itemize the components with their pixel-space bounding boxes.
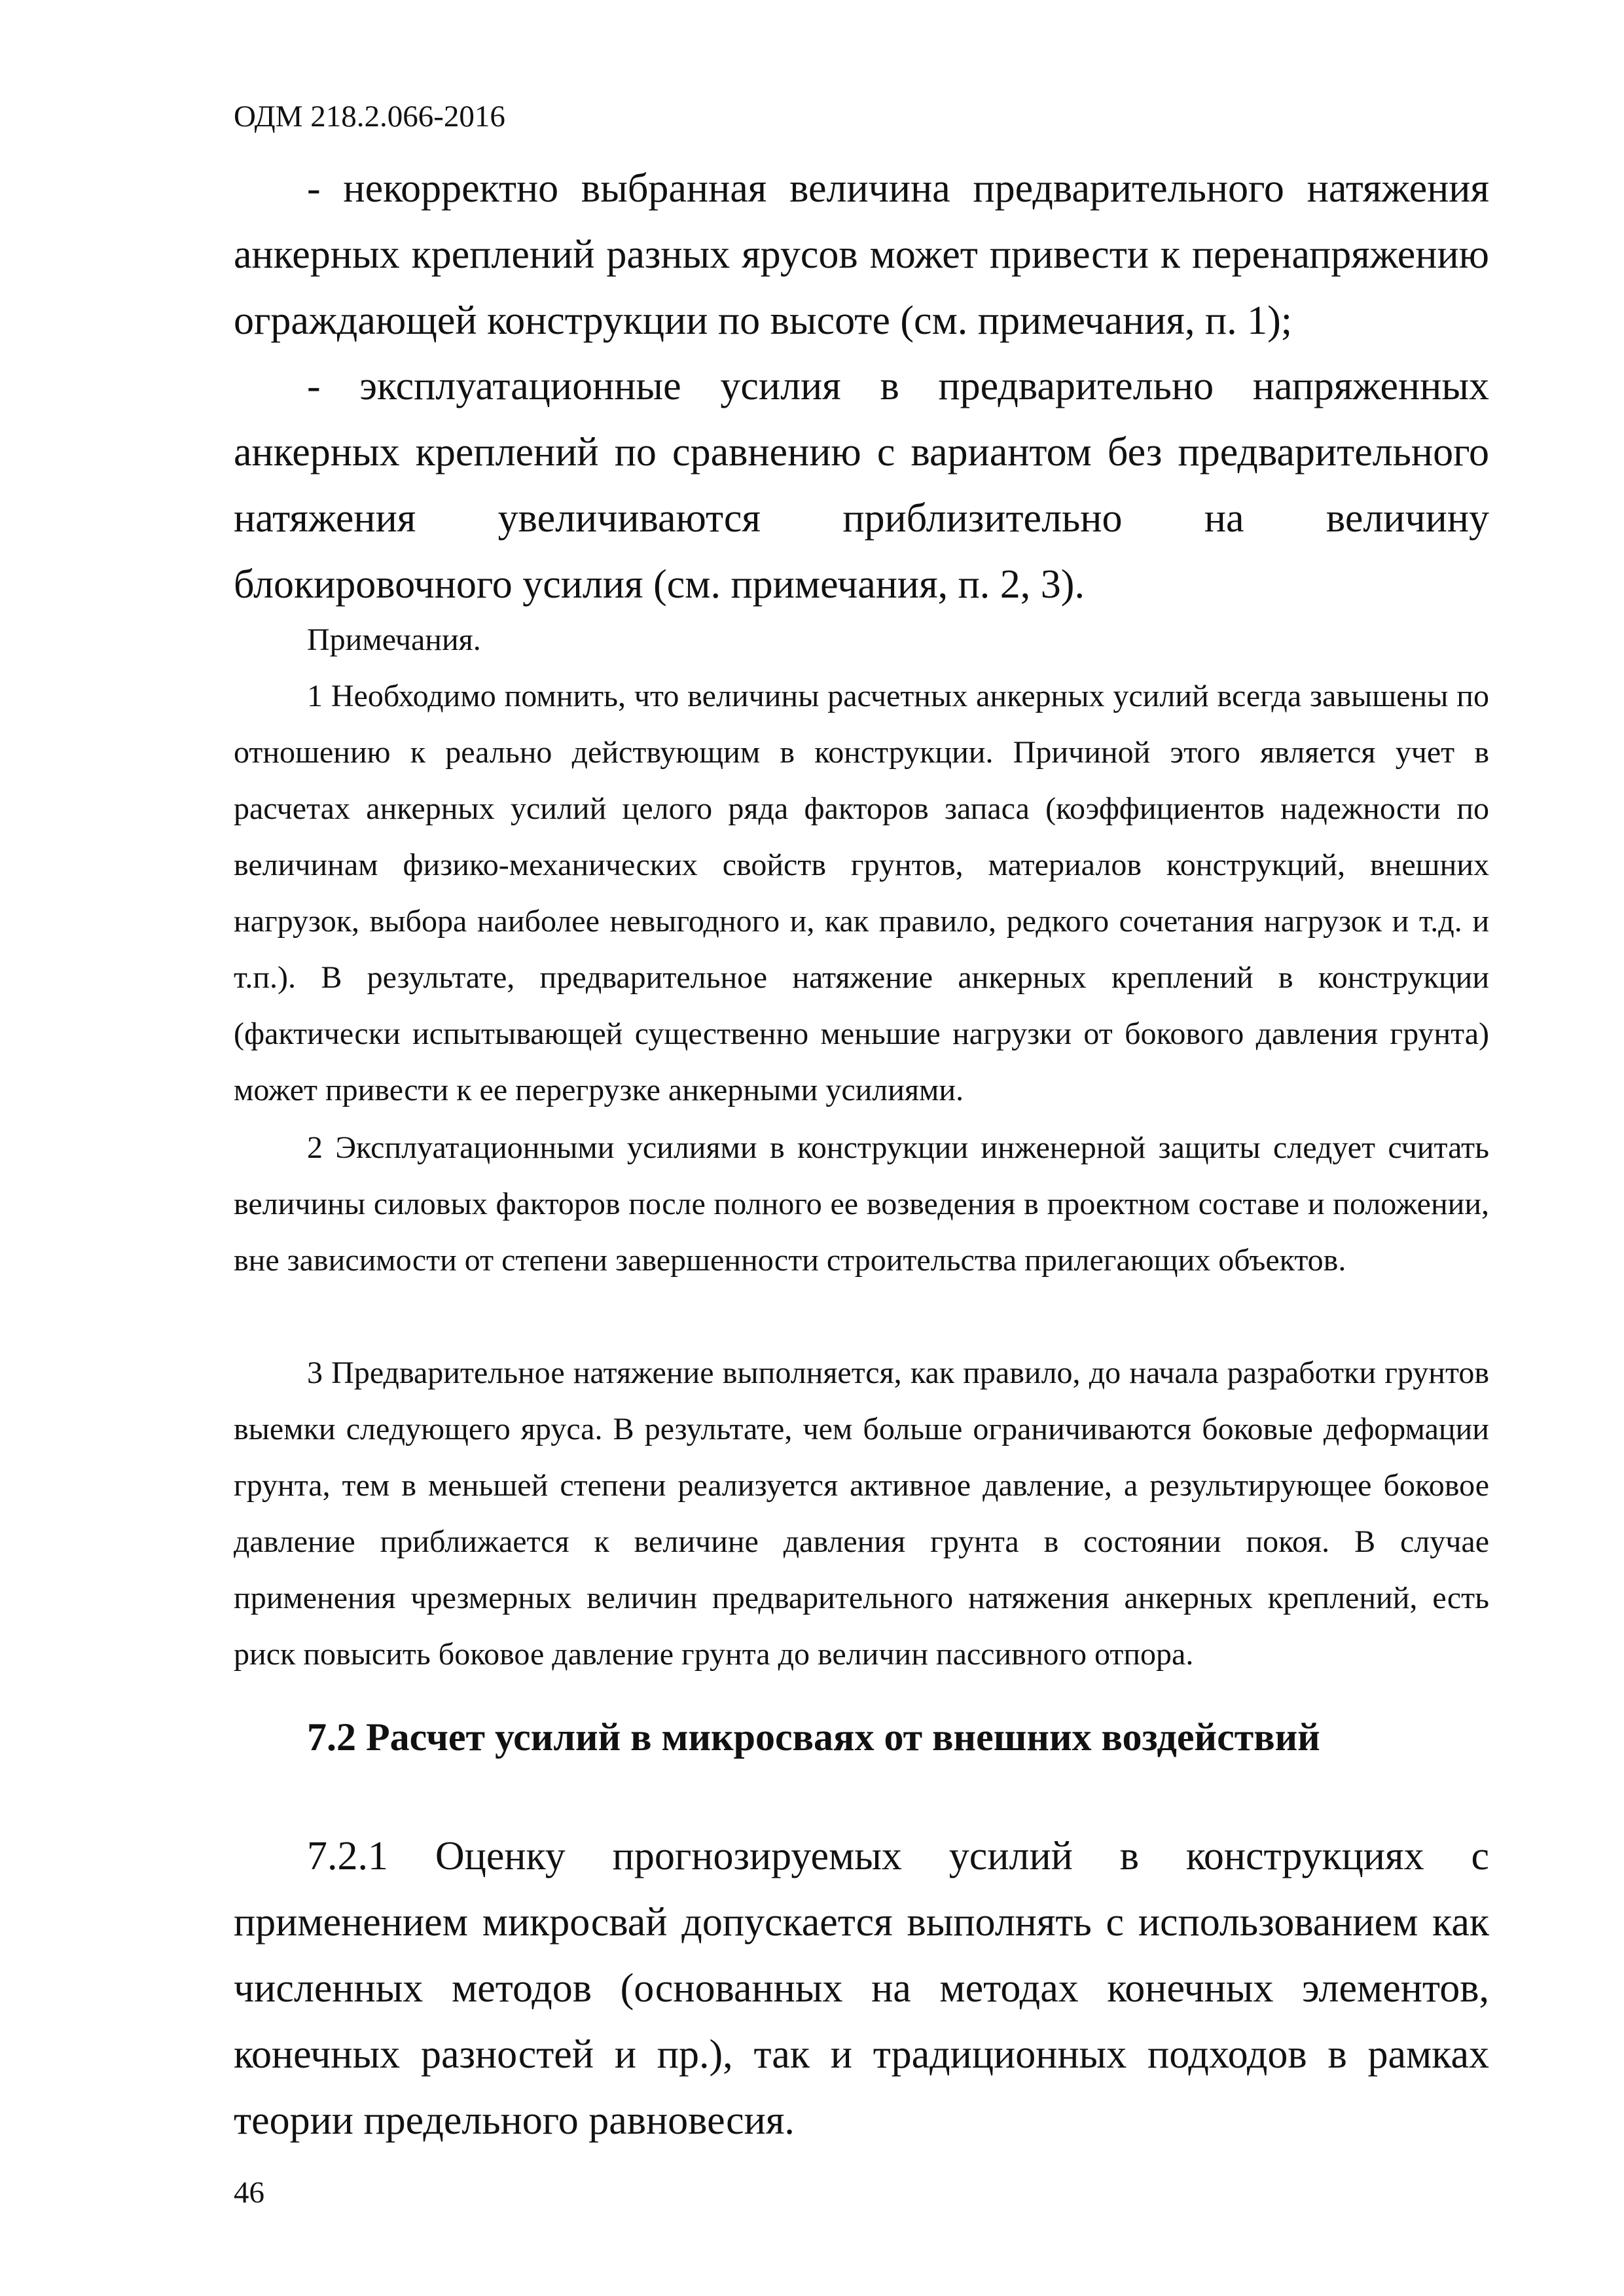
note-item: 1 Необходимо помнить, что величины расчетных анкерных усилий всегда завышены по отношению к реально действующим в конструкции. Причиной этого является учет в расчетах анкерных усилий целого ряда факторов запаса (коэффициентов надежности по величинам физико-механических свойств грунтов, материалов конструкций, внешних нагрузок, выбора наиболее невыгодного и, как правило, редкого сочетания нагрузок и т.д. и т.п.). В результате, предварительное натяжение анкерных креплений в конструкции (фактически испытывающей существенно меньшие нагрузки от бокового давления грунта) может привести к ее перегрузке анкерными усилиями.: [234, 679, 1489, 1107]
body-paragraph: - некорректно выбранная величина предварительного натяжения анкерных креплений разных ярусов может привести к перенапряжению ограждающей конструкции по высоте (см. примечания, п. 1);: [234, 166, 1489, 343]
note-item: 2 Эксплуатационными усилиями в конструкции инженерной защиты следует считать величины силовых факторов после полного ее возведения в проектном составе и положении, вне зависимости от степени завершенности строительства прилегающих объектов.: [234, 1130, 1489, 1278]
notes-title: Примечания.: [307, 622, 481, 657]
page-number: 46: [234, 2176, 264, 2210]
section-paragraph: 7.2.1 Оценку прогнозируемых усилий в конструкциях с применением микросвай допускается выполнять с использованием как численных методов (основанных на методах конечных элементов, конечных разностей и пр.), так и традиционных подходов в рамках теории предельного равновесия.: [234, 1834, 1489, 2143]
section-heading: 7.2 Расчет усилий в микросваях от внешних воздействий: [307, 1715, 1320, 1759]
note-item: 3 Предварительное натяжение выполняется, как правило, до начала разработки грунтов выемки следующего яруса. В результате, чем больше ограничиваются боковые деформации грунта, тем в меньшей степени реализуется активное давление, а результирующее боковое давление приближается к величине давления грунта в состоянии покоя. В случае применения чрезмерных величин предварительного натяжения анкерных креплений, есть риск повысить боковое давление грунта до величин пассивного отпора.: [234, 1355, 1489, 1672]
body-paragraph: - эксплуатационные усилия в предварительно напряженных анкерных креплений по сравнению с вариантом без предварительного натяжения увеличиваются приблизительно на величину блокировочного усилия (см. примечания, п. 2, 3).: [234, 364, 1489, 607]
document-header: ОДМ 218.2.066-2016: [234, 99, 505, 134]
